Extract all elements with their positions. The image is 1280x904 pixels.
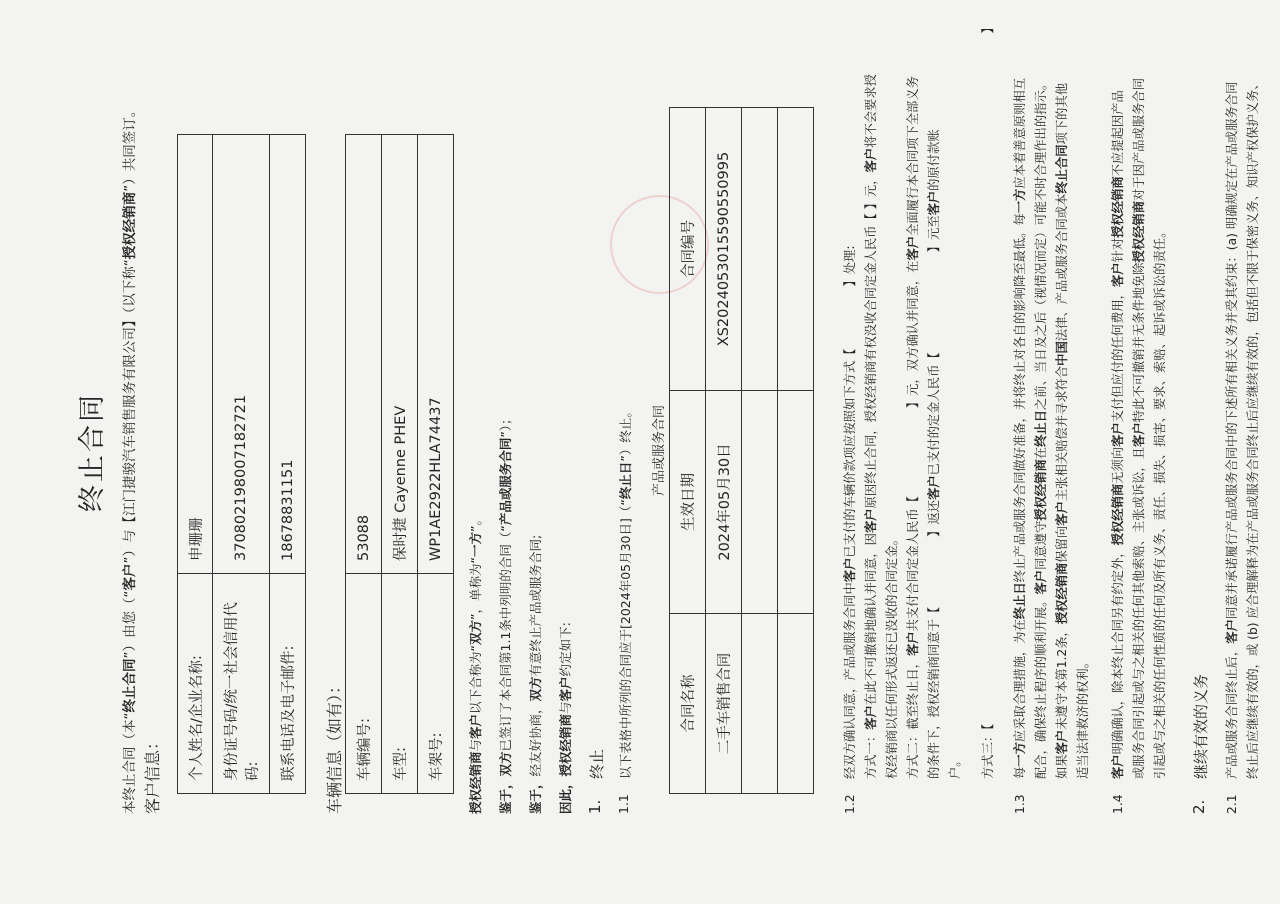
table-caption: 产品或服务合同 (651, 405, 667, 497)
vehicle-label: 车辆编号: (346, 574, 382, 794)
table-row (382, 135, 418, 794)
customer-label: 联系电话及电子邮件: (270, 574, 306, 794)
vehicle-label: 车型: (382, 574, 418, 794)
table-cell: 2024年05月30日 (706, 391, 742, 614)
customer-info-heading: 客户信息： (143, 733, 162, 814)
table-row (270, 135, 306, 794)
section-2-title: 继续有效的义务 (1192, 673, 1210, 779)
clause-line: 方式一：客户在此不可撤销地确认并同意，因客户原因终止合同，授权经销商有权没收合同定金人民币【 】元，客户将不会要求授 (864, 74, 878, 779)
customer-value: 18678831151 (270, 135, 306, 574)
clause-line: 或服务合同引起或与之相关的任何其他索赔、主张或诉讼，且客户特此不可撤销并无条件地免除授权经销商对于因产品或服务合同 (1132, 78, 1146, 779)
clause-line: 配合，确保终止程序的顺利开展。客户同意遵守授权经销商在终止日之前、当日及之后（视情况而定）可能不时合理作出的指示。 (1034, 77, 1048, 779)
vehicle-info-table (345, 134, 454, 794)
therefore-clause: 因此，授权经销商与客户约定如下: (558, 622, 573, 814)
table-row (178, 135, 213, 794)
table-cell: 二手车销售合同 (706, 614, 742, 794)
table-row (742, 108, 778, 794)
table-row (418, 135, 454, 794)
table-row (346, 135, 382, 794)
whereas-clause-1: 鉴于，双方已签订了本合同第1.1条中列明的合同（“产品或服务合同”）； (498, 412, 513, 814)
clause-line: 户。 (948, 754, 962, 779)
clause-1-1-text: 以下表格中所列的合同应于[2024年05月30日]（“终止日”）终止。 (618, 405, 633, 779)
clause-2-1-text (1222, 77, 1264, 779)
customer-label: 个人姓名/企业名称: (178, 574, 213, 794)
clause-line: 产品或服务合同终止后，客户同意并承诺履行产品或服务合同中的下述所有相关义务并受其约束：(a) 明确规定在产品或服务合同 (1225, 81, 1239, 779)
customer-value: 申珊珊 (178, 135, 213, 574)
table-cell (742, 108, 778, 391)
vehicle-value: 53088 (346, 135, 382, 574)
clause-line: 方式二：截至终止日，客户共支付合同定金人民币【】元，双方确认并同意，在客户全面履行本合同项下全部义务 (906, 76, 920, 779)
vehicle-info-heading: 车辆信息（如有）： (325, 677, 344, 814)
vehicle-value: WP1AE2922HLA74437 (418, 135, 454, 574)
clause-1-3-text (1010, 78, 1094, 779)
vehicle-value: 保时捷 Cayenne PHEV (382, 135, 418, 574)
clause-2-1-number: 2.1 (1225, 794, 1239, 814)
section-1-number: 1. (586, 799, 604, 814)
table-cell: XS20240530155905509​95 (706, 108, 742, 391)
section-1-title: 终止 (588, 748, 606, 779)
table-header-row (670, 108, 706, 794)
clause-line: 客户明确确认，除本终止合同另有约定外，授权经销商无须向客户支付但应付的任何费用，客户针对授权经销商不应提起因产品 (1111, 90, 1125, 779)
customer-label: 身份证号码/统一社会信用代码: (213, 574, 270, 794)
parties-definition: 授权经销商与客户以下合称为“双方”，单称为“一方”。 (468, 513, 483, 814)
clause-1-4-number: 1.4 (1111, 794, 1125, 814)
table-cell (778, 108, 814, 391)
whereas-clause-2: 鉴于，经友好协商，双方有意终止产品或服务合同; (528, 534, 543, 814)
product-contract-table (645, 107, 814, 794)
section-2-number: 2. (1190, 799, 1208, 814)
clause-line: 经双方确认同意，产品或服务合同中客户已支付的车辆价款项应按照如下方式【】处理: (843, 245, 857, 779)
customer-value: 370802198007182721 (213, 135, 270, 574)
customer-info-table (177, 134, 306, 794)
clause-line: 每一方应采取合理措施，为在终止日终止产品或服务合同做好准备，并将终止对各自的影响降至最低。每一方应本着善意原则相互 (1013, 77, 1027, 779)
clause-line: 终止后应继续有效的，或 (b) 应合理解释为在产品或服务合同终止后应继续有效的，包括但不限于保密义务、知识产权保护义务、 (1246, 77, 1260, 779)
intro-paragraph: 本终止合同（本“终止合同”）由您（“客户”）与【江门捷骏汽车销售服务有限公司】（以下称“授权经销商”）共同签订。 (122, 103, 138, 814)
clause-1-1-number: 1.1 (616, 794, 631, 814)
document-title: 终止合同 (77, 392, 108, 512)
table-row (706, 108, 742, 794)
vehicle-label: 车架号: (418, 574, 454, 794)
clause-1-3-number: 1.3 (1013, 794, 1027, 814)
column-header: 合同名称 (670, 614, 706, 794)
clause-line: 方式三：【】 (981, 21, 995, 779)
table-cell (778, 614, 814, 794)
clause-line: 如果客户未遵守本第1.2条，授权经销商保留向客户主张相关赔偿并寻求符合中国法律、产品或服务合同或本终止合同项下的其他 (1055, 82, 1069, 779)
clause-line: 适当法律救济的权利。 (1076, 656, 1090, 779)
column-header: 合同编号 (670, 108, 706, 391)
table-cell (742, 614, 778, 794)
table-cell (778, 391, 814, 614)
table-row (778, 108, 814, 794)
table-row (213, 135, 270, 794)
clause-line: 权经销商以任何形式返还已没收的合同定金。 (885, 533, 899, 779)
column-header: 生效日期 (670, 391, 706, 614)
clause-1-2-number: 1.2 (843, 794, 857, 814)
clause-line: 引起或与之相关的任何性质的任何及所有义务、责任、损失、损害、要求、索赔、起诉或诉讼的责任。 (1153, 225, 1167, 779)
table-caption-row (645, 108, 670, 794)
clause-1-4-text (1108, 78, 1171, 779)
table-cell (742, 391, 778, 614)
clause-line: 的条件下，授权经销商同意于【】返还客户已支付的定金人民币【】元至客户的原付款账 (927, 129, 941, 779)
clause-1-2-text (840, 21, 999, 779)
